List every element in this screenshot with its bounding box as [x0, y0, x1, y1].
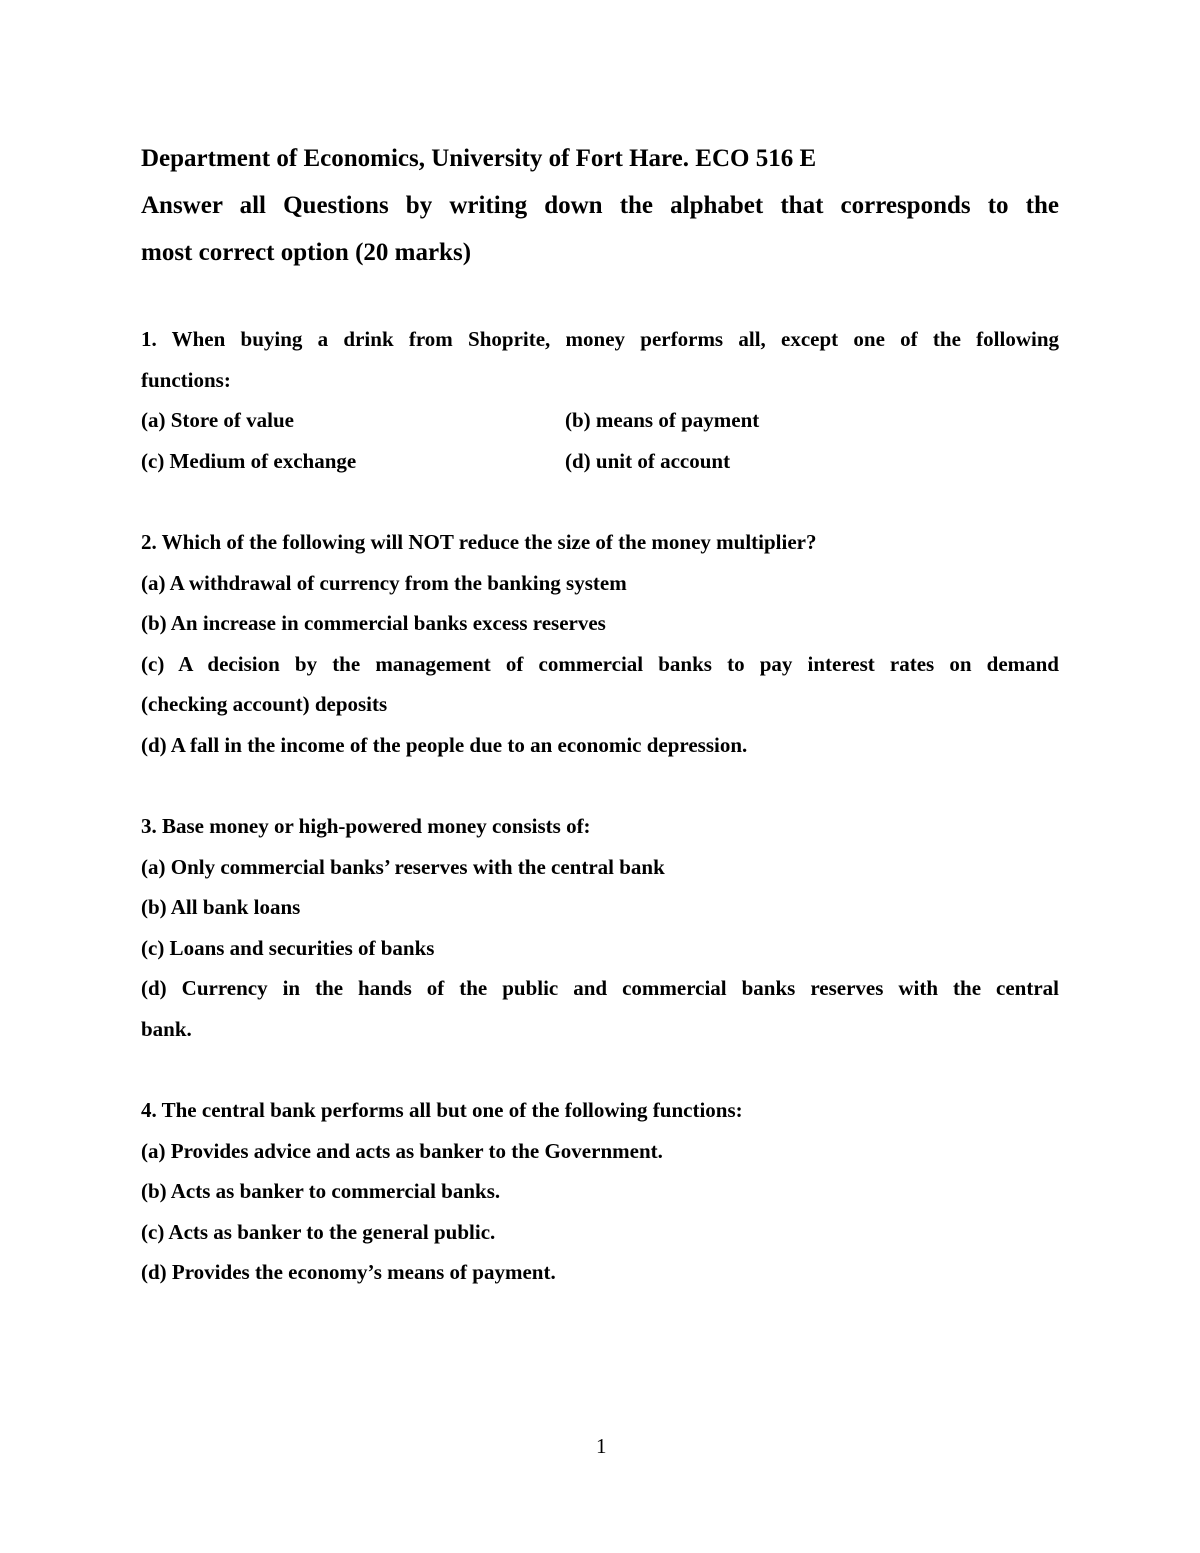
question-1-option-d: (d) unit of account [565, 449, 731, 473]
question-4-option-a: (a) Provides advice and acts as banker to the Government. [141, 1139, 663, 1163]
question-text: When buying a drink from Shoprite, money performs all, except one of the following [171, 327, 1059, 351]
question-1-option-c: (c) Medium of exchange [141, 449, 357, 473]
question-text: Which of the following will NOT reduce the size of the money multiplier? [161, 530, 817, 554]
question-number: 3. [141, 814, 157, 838]
question-text: The central bank performs all but one of the following functions: [161, 1098, 743, 1122]
question-1-line-1 [141, 326, 1059, 352]
question-2-option-c: (c) A decision by the management of commercial banks to pay interest rates on demand [141, 652, 1059, 676]
question-4-option-d: (d) Provides the economy’s means of payment. [141, 1260, 556, 1284]
question-4-text [141, 1097, 743, 1123]
question-number: 4. [141, 1098, 157, 1122]
question-3-option-d-continued: bank. [141, 1017, 192, 1041]
question-4-option-b: (b) Acts as banker to commercial banks. [141, 1179, 501, 1203]
page-number: 1 [596, 1434, 607, 1458]
question-3-option-d: (d) Currency in the hands of the public and commercial banks reserves with the central [141, 976, 1059, 1000]
question-number: 2. [141, 530, 157, 554]
question-3-option-c: (c) Loans and securities of banks [141, 936, 435, 960]
question-1-option-a: (a) Store of value [141, 408, 294, 432]
question-4-option-c: (c) Acts as banker to the general public. [141, 1220, 496, 1244]
question-2-option-a: (a) A withdrawal of currency from the banking system [141, 571, 627, 595]
question-1-option-b: (b) means of payment [565, 408, 760, 432]
exam-title: Department of Economics, University of Fort Hare. ECO 516 E [141, 145, 817, 172]
question-2-option-b: (b) An increase in commercial banks excess reserves [141, 611, 606, 635]
question-2-text [141, 529, 816, 555]
exam-page [141, 0, 1059, 1553]
question-number: 1. [141, 327, 157, 351]
question-3-text [141, 813, 591, 839]
question-2-option-d: (d) A fall in the income of the people due to an economic depression. [141, 733, 748, 757]
question-1-line-2: functions: [141, 368, 231, 392]
question-text: Base money or high-powered money consists of: [162, 814, 591, 838]
question-2-option-c-continued: (checking account) deposits [141, 692, 388, 716]
instructions-line-1: Answer all Questions by writing down the alphabet that corresponds to the [141, 192, 1059, 219]
question-3-option-a: (a) Only commercial banks’ reserves with the central bank [141, 855, 665, 879]
question-3-option-b: (b) All bank loans [141, 895, 301, 919]
instructions-line-2: most correct option (20 marks) [141, 239, 472, 266]
